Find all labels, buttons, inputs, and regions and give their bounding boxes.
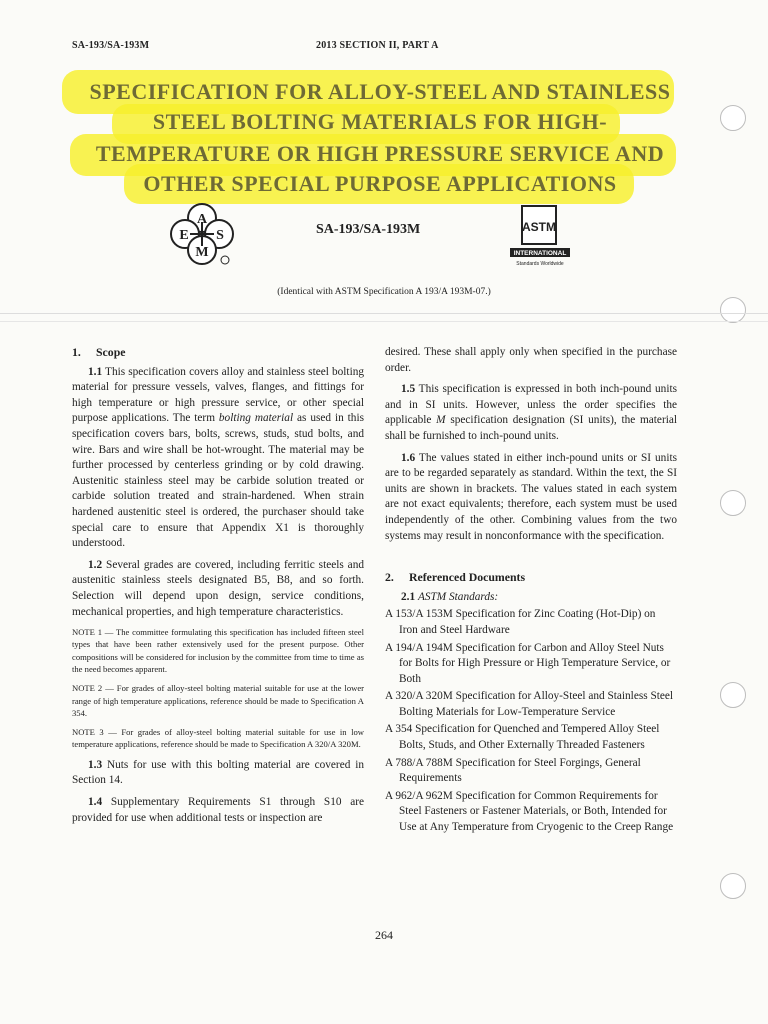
binder-hole bbox=[720, 873, 746, 899]
paragraph-term: M bbox=[436, 414, 446, 427]
title-line: STEEL BOLTING MATERIALS FOR HIGH- bbox=[152, 109, 608, 134]
document-designation: SA-193/SA-193M bbox=[316, 222, 421, 237]
paragraph-number: 1.2 bbox=[88, 558, 103, 571]
paragraph-text: Several grades are covered, including ferritic steels and austenitic stainless steels designated B5, B8, and so forth. Selection will depend upon design, service conditions, mechanical properties, and high temperature characteristics. bbox=[72, 558, 364, 618]
note-2 bbox=[72, 682, 364, 719]
note-label: NOTE 1 — bbox=[72, 627, 114, 638]
section-title: Scope bbox=[96, 345, 126, 359]
paragraph-text: This specification covers alloy and stainless steel bolting material for pressure vessels, valves, flanges, and fittings for high temperature or high pressure service, or other special purpose applications. The term bbox=[72, 365, 365, 425]
asme-letter: M bbox=[195, 245, 209, 260]
reference-item: A 354 Specification for Quenched and Tempered Alloy Steel Bolts, Studs, and Other Externally Threaded Fasteners bbox=[385, 723, 660, 752]
running-header-designation: SA-193/SA-193M bbox=[72, 40, 150, 51]
note-text: For grades of alloy-steel bolting material suitable for use at the lower range of high temperature applications, reference should be made to Specification A 354. bbox=[72, 683, 364, 718]
asme-letter: A bbox=[196, 212, 208, 227]
asme-logo-icon bbox=[168, 200, 264, 272]
astm-letters: ASTM bbox=[522, 220, 556, 234]
note-1 bbox=[72, 626, 364, 675]
astm-logo-icon bbox=[508, 204, 572, 268]
note-3 bbox=[72, 726, 364, 751]
binder-hole bbox=[720, 105, 746, 131]
reference-item: A 962/A 962M Specification for Common Requirements for Steel Fasteners or Fastener Materials, or Both, Intended for Use at Any Temperature from Cryogenic to the Creep Range bbox=[385, 789, 674, 834]
reference-item: A 194/A 194M Specification for Carbon and Alloy Steel Nuts for Bolts for High Pressure or High Temperature Service, or Both bbox=[385, 641, 671, 685]
section-number: 2. bbox=[385, 570, 394, 585]
section-1-heading bbox=[72, 345, 364, 361]
subsection-2-1 bbox=[401, 590, 677, 606]
left-column bbox=[72, 345, 364, 832]
paragraph-text: as used in this specification covers bars, bolts, screws, studs, stud bolts, and wire. Bars and wire shall be hot-wrought. The material may be further processed by centerless grinding or by cold drawing. Austenitic stainless steel may be carbide solution treated or carbide solution treated and strain-hardened. When strain hardened austenitic steel is ordered, the purchaser should take special care to ensure that Appendix X1 is thoroughly understood. bbox=[72, 412, 364, 550]
asme-letter: S bbox=[216, 228, 224, 243]
paragraph-number: 1.5 bbox=[401, 383, 416, 396]
title-line: TEMPERATURE OR HIGH PRESSURE SERVICE AND bbox=[95, 141, 665, 166]
divider bbox=[0, 321, 768, 322]
paragraph-number: 1.1 bbox=[88, 365, 103, 378]
astm-international: INTERNATIONAL bbox=[513, 250, 567, 257]
binder-hole bbox=[720, 682, 746, 708]
paragraph-text: Nuts for use with this bolting material are covered in Section 14. bbox=[72, 758, 364, 787]
title-line: OTHER SPECIAL PURPOSE APPLICATIONS bbox=[143, 171, 617, 196]
paragraph-1-4 bbox=[72, 795, 364, 826]
reference-item: A 788/A 788M Specification for Steel Forgings, General Requirements bbox=[385, 756, 641, 785]
paragraph-text: The values stated in either inch-pound units or SI units are to be regarded separately as standard. Within the text, the SI units are shown in brackets. The values stated in each system are not exact equivalents; therefore, each system must be used independently of the other. Combining values from the two systems may result in nonconformance with the specification. bbox=[385, 451, 677, 542]
divider bbox=[0, 313, 768, 314]
paragraph-1-6 bbox=[385, 451, 677, 545]
running-header-section: 2013 SECTION II, PART A bbox=[316, 40, 439, 51]
note-text: For grades of alloy-steel bolting material suitable for use in low temperature applications, reference should be made to Specification A 320/A 320M. bbox=[72, 727, 364, 750]
title-line: SPECIFICATION FOR ALLOY-STEEL AND STAINLESS bbox=[89, 79, 671, 104]
note-label: NOTE 3 — bbox=[72, 727, 117, 738]
paragraph-1-5 bbox=[385, 382, 677, 444]
paragraph-1-2 bbox=[72, 558, 364, 620]
subsection-title: ASTM Standards: bbox=[417, 590, 499, 603]
note-text: The committee formulating this specification has included fifteen steel types that have been rather extensively used for the present purpose. Other compositions will be considered for inclusion by the committee from time to time as the need becomes apparent. bbox=[72, 627, 365, 674]
asme-letter: E bbox=[179, 228, 189, 243]
paragraph-text: Supplementary Requirements S1 through S10 are provided for use when additional tests or inspection are bbox=[72, 795, 364, 824]
binder-hole bbox=[720, 297, 746, 323]
paragraph-1-3 bbox=[72, 758, 364, 789]
paragraph-number: 1.4 bbox=[88, 795, 103, 808]
reference-item: A 153/A 153M Specification for Zinc Coating (Hot-Dip) on Iron and Steel Hardware bbox=[385, 608, 656, 636]
paragraph-term: bolting material bbox=[218, 412, 294, 425]
identical-note: (Identical with ASTM Specification A 193/A 193M-07.) bbox=[277, 287, 491, 297]
paragraph-text: specification designation (SI units), the material shall be furnished to inch-pound units. bbox=[385, 414, 677, 442]
binder-hole bbox=[720, 490, 746, 516]
section-title: Referenced Documents bbox=[409, 570, 526, 585]
note-label: NOTE 2 — bbox=[72, 683, 114, 694]
paragraph-number: 1.3 bbox=[88, 758, 103, 771]
reference-item: A 320/A 320M Specification for Alloy-Steel and Stainless Steel Bolting Materials for Low-Temperature Service bbox=[385, 690, 674, 718]
right-column bbox=[385, 345, 677, 838]
paragraph-1-4-continued: desired. These shall apply only when specified in the purchase order. bbox=[385, 346, 677, 374]
paragraph-1-1 bbox=[72, 365, 364, 552]
page-number: 264 bbox=[375, 928, 393, 942]
paragraph-number: 1.6 bbox=[401, 451, 416, 464]
section-number: 1. bbox=[72, 345, 81, 359]
astm-tagline: Standards Worldwide bbox=[516, 261, 564, 267]
paragraph-text: This specification is expressed in both inch-pound units and in SI units. However, unless the order specifies the applicable bbox=[385, 383, 677, 427]
paragraph-number: 2.1 bbox=[401, 590, 416, 603]
section-2-heading bbox=[385, 570, 677, 586]
